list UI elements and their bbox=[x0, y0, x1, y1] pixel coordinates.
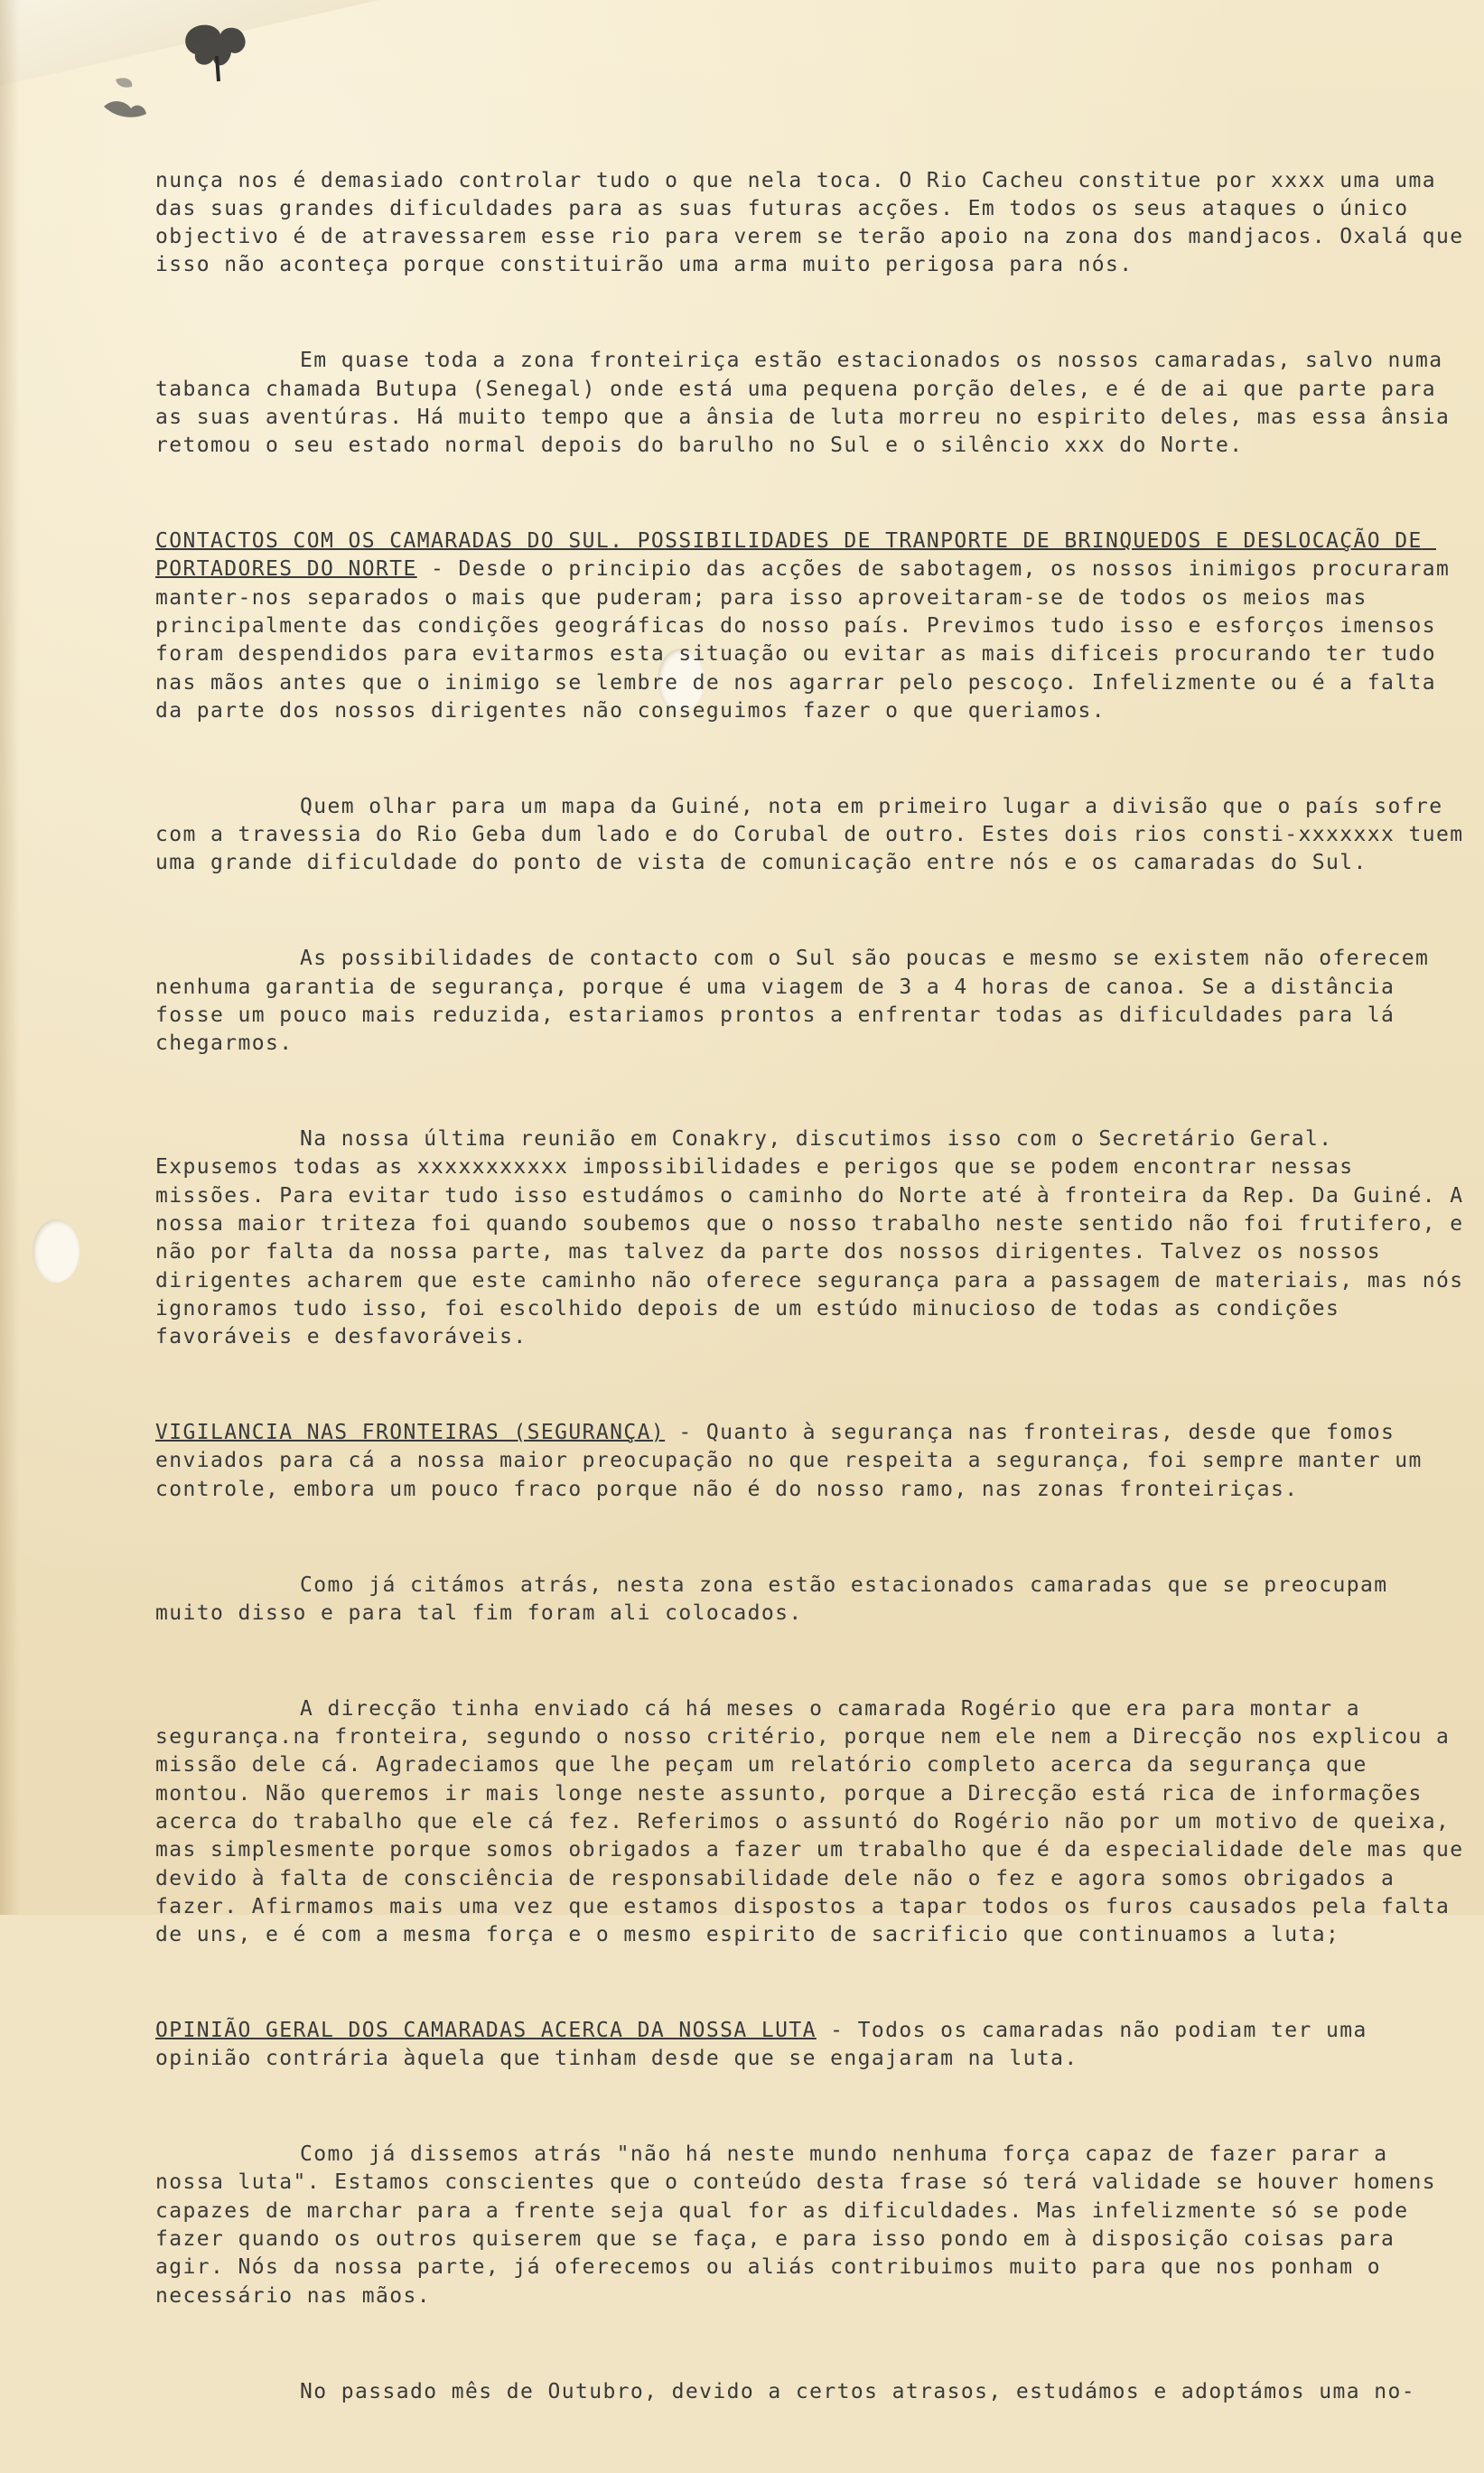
page-edge-shadow bbox=[0, 0, 20, 1915]
paragraph-7: - Quanto à segurança nas fronteiras, desde que fomos enviados para cá a nossa maior preocupação no que respeita a segurança, foi sempre manter um controle, embora um pouco fraco porque não é do nosso ramo, nas zonas fronteiriças. bbox=[155, 1421, 1436, 1501]
paragraph-5: As possibilidades de contacto com o Sul são poucas e mesmo se existem não oferecem nenhuma garantia de segurança, porque é uma viagem de 3 a 4 horas de canoa. Se a distância fosse um pouco mais reduzida, estariamos prontos a enfrentar todas as dificuldades para lá chegarmos. bbox=[155, 947, 1443, 1056]
paragraph-6: Na nossa última reunião em Conakry, discutimos isso com o Secretário Geral. Expusemos todas as xxxxxxxxxxx impossibilidades e perigos que se podem encontrar nessas missões. Para evitar tudo isso estudámos o caminho do Norte até à fronteira da Rep. Da Guiné. A nossa maior triteza foi quando soubemos que o nosso trabalho neste sentido não foi frutifero, e não por falta da nossa parte, mas talvez da parte dos nossos dirigentes. Talvez os nossos dirigentes acharem que este caminho não oferece segurança para a passagem de materiais, mas nós ignoramos tudo isso, foi escolhido depois de um estúdo minucioso de todas as condições favoráveis e desfavoráveis. bbox=[155, 1127, 1478, 1349]
paragraph-8: Como já citámos atrás, nesta zona estão estacionados camaradas que se preocupam muito disso e para tal fim foram ali colocados. bbox=[155, 1572, 1402, 1625]
paragraph-3: - Desde o principio das acções de sabotagem, os nossos inimigos procuraram manter-nos separados o mais que puderam; para isso aproveitaram-se de todos os meios mas principalmente das condições geográficas do nosso país. Previmos tudo isso e esforços imensos foram despendidos para evitarmos esta situação ou evitar as mais dificeis procurando ter tudo nas mãos antes que o inimigo se lembre de nos agarrar pelo pescoço. Infelizmente ou é a falta da parte dos nossos dirigentes não conseguimos fazer o que queriamos. bbox=[155, 557, 1464, 723]
heading-opiniao: OPINIÃO GERAL DOS CAMARADAS ACERCA DA NOSSA LUTA bbox=[155, 2019, 817, 2042]
ink-smudge-icon bbox=[99, 70, 163, 125]
paragraph-4: Quem olhar para um mapa da Guiné, nota em primeiro lugar a divisão que o país sofre com a travessia do Rio Geba dum lado e do Corubal de outro. Estes dois rios consti-xxxxxxx tuem uma grande dificuldade do ponto de vista de comunicação entre nós e os camaradas do Sul. bbox=[155, 794, 1478, 875]
document-body bbox=[155, 110, 1478, 2473]
paragraph-1: nunça nos é demasiado controlar tudo o que nela toca. O Rio Cacheu constitue por xxxx uma uma das suas grandes dificuldades para as suas futuras acções. Em todos os seus ataques o único objectivo é de atravessarem esse rio para verem se terão apoio na zona dos mandjacos. Oxalá que isso não aconteça porque constituirão uma arma muito perigosa para nós. bbox=[155, 168, 1478, 277]
punch-hole-bottom bbox=[33, 1219, 79, 1283]
ink-blot-icon bbox=[181, 20, 262, 83]
heading-vigilancia: VIGILANCIA NAS FRONTEIRAS (SEGURANÇA) bbox=[155, 1421, 666, 1445]
section-opiniao bbox=[155, 2017, 1470, 2074]
paragraph-10: - Todos os camaradas não podiam ter uma opinião contrária àquela que tinham desde que se engajaram na luta. bbox=[155, 2019, 1382, 2071]
paragraph-12: No passado mês de Outubro, devido a certos atrasos, estudámos e adoptámos uma no- bbox=[300, 2379, 1416, 2403]
paragraph-2: Em quase toda a zona fronteiriça estão estacionados os nossos camaradas, salvo numa tabanca chamada Butupa (Senegal) onde está uma pequena porção deles, e é de ai que parte para as suas aventúras. Há muito tempo que a ânsia de luta morreu no espirito deles, mas essa ânsia retomou o seu estado normal depois do barulho no Sul e o silêncio xxx do Norte. bbox=[155, 349, 1464, 458]
paragraph-11: Como já dissemos atrás "não há neste mundo nenhuma força capaz de fazer parar a nossa luta". Estamos conscientes que o conteúdo desta frase só terá validade se houver homens capazes de marchar para a frente seja qual for as dificuldades. Mas infelizmente só se pode fazer quando os outros quiserem que se faça, e para isso pondo em à disposição coisas para agir. Nós da nossa parte, já oferecemos ou aliás contribuimos muito para que nos ponham o necessário nas mãos. bbox=[155, 2142, 1451, 2308]
paragraph-9: A direcção tinha enviado cá há meses o camarada Rogério que era para montar a segurança.na fronteira, segundo o nosso critério, porque nem ele nem a Direcção nos explicou a missão dele cá. Agradeciamos que lhe peçam um relatório completo acerca da segurança que montou. Não queremos ir mais longe neste assunto, porque a Direcção está rica de informações acerca do trabalho que ele cá fez. Referimos o assuntó do Rogério não por um motivo de queixa, mas simplesmente porque somos obrigados a fazer um trabalho que é da especialidade dele mas que devido à falta de consciência de responsabilidade dele não o fez e agora somos obrigados a fazer. Afirmamos mais uma vez que estamos dispostos a tapar todos os furos causados pela falta de uns, e é com a mesma força e o mesmo espirito de sacrificio que continuamos a luta; bbox=[155, 1696, 1478, 1947]
section-contactos bbox=[155, 527, 1470, 725]
heading-contactos: CONTACTOS COM OS CAMARADAS DO SUL. POSSIBILIDADES DE TRANPORTE DE BRINQUEDOS E DESLOCAÇÃO DE PORTADORES DO NORTE bbox=[155, 529, 1436, 582]
section-vigilancia bbox=[155, 1419, 1470, 1504]
